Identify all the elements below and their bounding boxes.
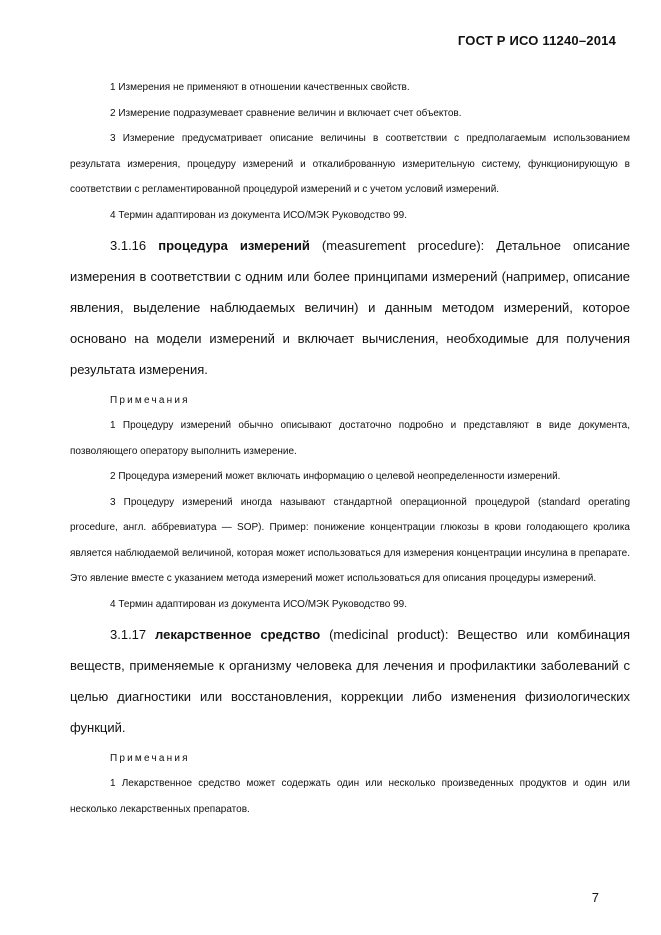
term-3-1-17 [70, 619, 630, 743]
term-number: 3.1.17 [110, 627, 147, 642]
note-b2: 2 Процедура измерений может включать информацию о целевой неопределенности измерений. [110, 471, 561, 482]
note-b3: 3 Процедуру измерений иногда называют стандартной операционной процедурой (standard operating procedure, англ. аббревиатура — SOP). Пример: понижение концентрации глюкозы в крови голодающего кролика является наблюдаемой величиной, которая может использоваться для измерения концентрации инсулина в препарате. Это явление вместе с указанием метода измерений может использоваться для описания процедуры измерений. [70, 496, 630, 584]
note-a1: 1 Измерения не применяют в отношении качественных свойств. [110, 82, 410, 93]
note-b1: 1 Процедуру измерений обычно описывают достаточно подробно и представляют в виде документа, позволяющего оператору выполнить измерение. [70, 420, 630, 457]
notes-heading: Примечания [110, 753, 190, 764]
term-number: 3.1.16 [110, 238, 147, 253]
term-3-1-16 [70, 230, 630, 385]
term-definition: (measurement procedure): Детальное описание измерения в соответствии с одним или более принципами измерений (например, описание явления, выделение наблюдаемых величин) и данным методом измерений, которое основано на модели измерений и включает вычисления, необходимые для получения результата измерения. [70, 238, 630, 377]
document-header: ГОСТ Р ИСО 11240–2014 [457, 33, 616, 48]
document-body [70, 75, 630, 822]
note-b4: 4 Термин адаптирован из документа ИСО/МЭК Руководство 99. [110, 598, 407, 610]
note-a3: 3 Измерение предусматривает описание величины в соответствии с предполагаемым использованием результата измерения, процедуру измерений и откалиброванную измерительную систему, функционирующую в соответствии с регламентированной процедурой измерений и с учетом условий измерений. [70, 133, 630, 195]
note-a2: 2 Измерение подразумевает сравнение величин и включает счет объектов. [110, 107, 462, 119]
page-number: 7 [591, 890, 599, 905]
notes-heading: Примечания [110, 395, 190, 406]
term-name: лекарственное средство [155, 627, 321, 642]
note-c1: 1 Лекарственное средство может содержать один или несколько произведенных продуктов и один или несколько лекарственных препаратов. [70, 778, 630, 815]
term-definition: (medicinal product): Вещество или комбинация веществ, применяемые к организму человека для лечения и профилактики заболеваний с целью диагностики или восстановления, коррекции либо изменения физиологических функций. [70, 627, 630, 735]
term-name: процедура измерений [158, 238, 310, 253]
note-a4: 4 Термин адаптирован из документа ИСО/МЭК Руководство 99. [110, 209, 407, 221]
